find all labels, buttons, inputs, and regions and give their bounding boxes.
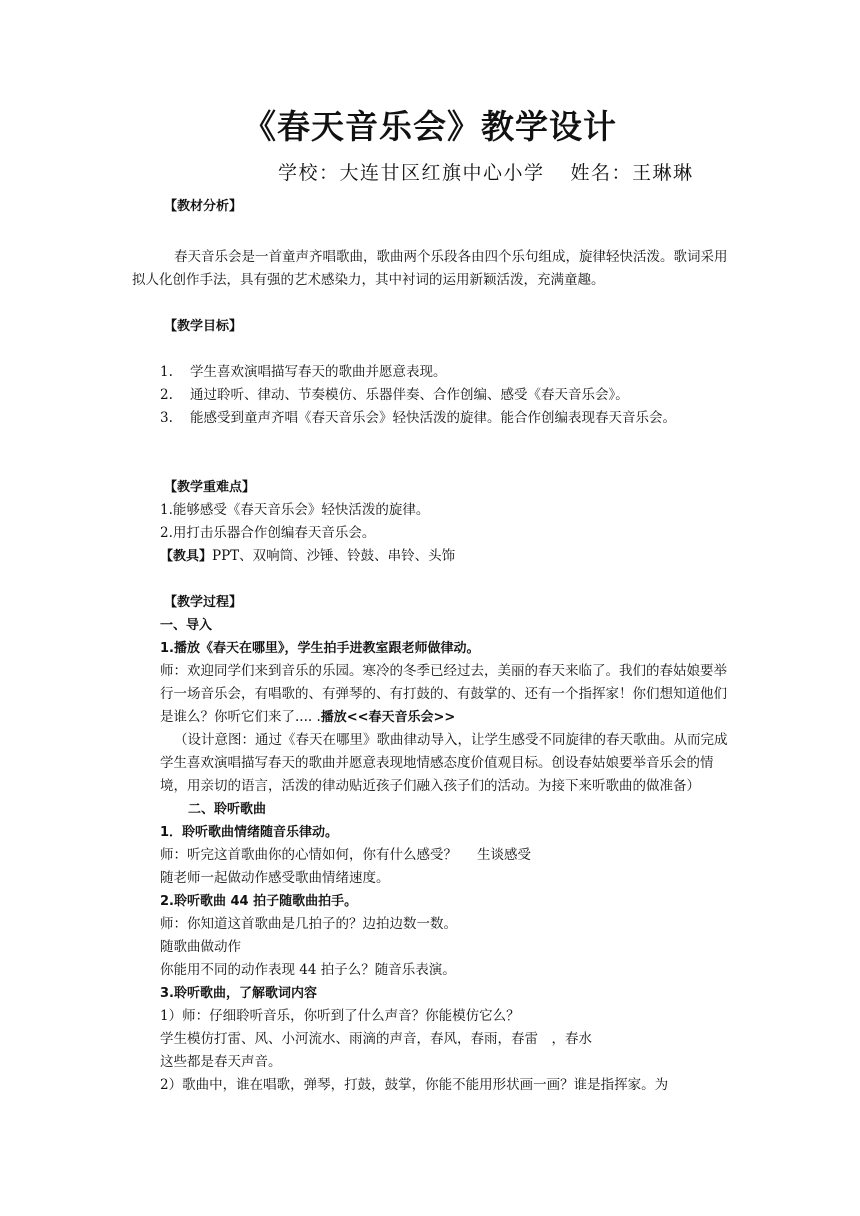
list-item: 3. 能感受到童声齐唱《春天音乐会》轻快活泼的旋律。能合作创编表现春天音乐会。 [160,410,676,426]
teacher-dialog: 师：听完这首歌曲你的心情如何，你有什么感受？ 生谈感受 [160,847,531,863]
section-heading-key-points: 【教学重难点】 [164,480,256,495]
teacher-dialog: 师：欢迎同学们来到音乐的乐园。寒冷的冬季已经过去，美丽的春天来临了。我们的春姑娘要举行一场音乐会，有唱歌的、有弹琴的、有打鼓的、有鼓掌的、还有一个指挥家！你们想知道他们是谁么？你听它们来了.... .播放<<春天音乐会>> [160,663,727,725]
step-title: 1.播放《春天在哪里》，学生拍手进教室跟老师做律动。 [160,641,480,656]
step-title: 3.聆听歌曲，了解歌词内容 [160,986,317,1001]
play-instruction: 播放<<春天音乐会>> [320,710,456,725]
section-heading-goals: 【教学目标】 [164,319,243,334]
key-point-item: 1.能够感受《春天音乐会》轻快活泼的旋律。 [160,502,430,518]
step-title: 1．聆听歌曲情绪随音乐律动。 [160,825,339,840]
teacher-dialog: 师：你知道这首歌曲是几拍子的？边拍边数一数。 [160,916,457,932]
tools-label: 【教具】 [160,549,213,564]
tools-text: PPT、双响筒、沙锤、铃鼓、串铃、头饰 [212,548,456,564]
section-heading-analysis: 【教材分析】 [164,199,243,214]
activity-line: 随老师一起做动作感受歌曲情绪速度。 [160,870,390,886]
tools-line [160,545,738,568]
section-title-listen: 二、聆听歌曲 [188,802,267,817]
activity-line: 随歌曲做动作 [160,939,241,955]
design-intent: （设计意图：通过《春天在哪里》歌曲律动导入，让学生感受不同旋律的春天歌曲。从而完成学生喜欢演唱描写春天的歌曲并愿意表现地情感态度价值观目标。创设春姑娘要举音乐会的情境，用亲切的语言，活泼的律动贴近孩子们融入孩子们的活动。为接下来听歌曲的做准备） [160,732,728,794]
activity-line: 你能用不同的动作表现 44 拍子么？随音乐表演。 [160,962,456,978]
page-title: 《春天音乐会》教学设计 [243,107,617,146]
step-title: 2.聆听歌曲 44 拍子随歌曲拍手。 [160,894,358,909]
list-item: 1. 学生喜欢演唱描写春天的歌曲并愿意表现。 [160,364,447,380]
key-point-item: 2.用打击乐器合作创编春天音乐会。 [160,525,376,541]
goals-list [160,361,738,430]
activity-line: 这些都是春天声音。 [160,1054,282,1070]
section-heading-process: 【教学过程】 [164,595,243,610]
activity-line: 学生模仿打雷、风、小河流水、雨滴的声音，春风，春雨，春雷 ，春水 [160,1031,592,1047]
document-body [132,195,738,1097]
analysis-paragraph: 春天音乐会是一首童声齐唱歌曲，歌曲两个乐段各由四个乐句组成，旋律轻快活泼。歌词采用拟人化创作手法，具有强的艺术感染力，其中衬词的运用新颖活泼，充满童趣。 [132,249,728,288]
school-label: 学校：大连甘区红旗中心小学 [278,162,545,184]
author-line [278,158,694,185]
list-item: 2. 通过聆听、律动、节奏模仿、乐器伴奏、合作创编、感受《春天音乐会》。 [160,387,629,403]
section-title-intro: 一、导入 [160,618,213,633]
teacher-dialog: 1）师：仔细聆听音乐，你听到了什么声音？你能模仿它么？ [160,1008,520,1024]
teacher-dialog: 2）歌曲中，谁在唱歌，弹琴，打鼓，鼓掌，你能不能用形状画一画？谁是指挥家。为 [160,1077,669,1093]
author-name-label: 姓名：王琳琳 [570,162,694,184]
